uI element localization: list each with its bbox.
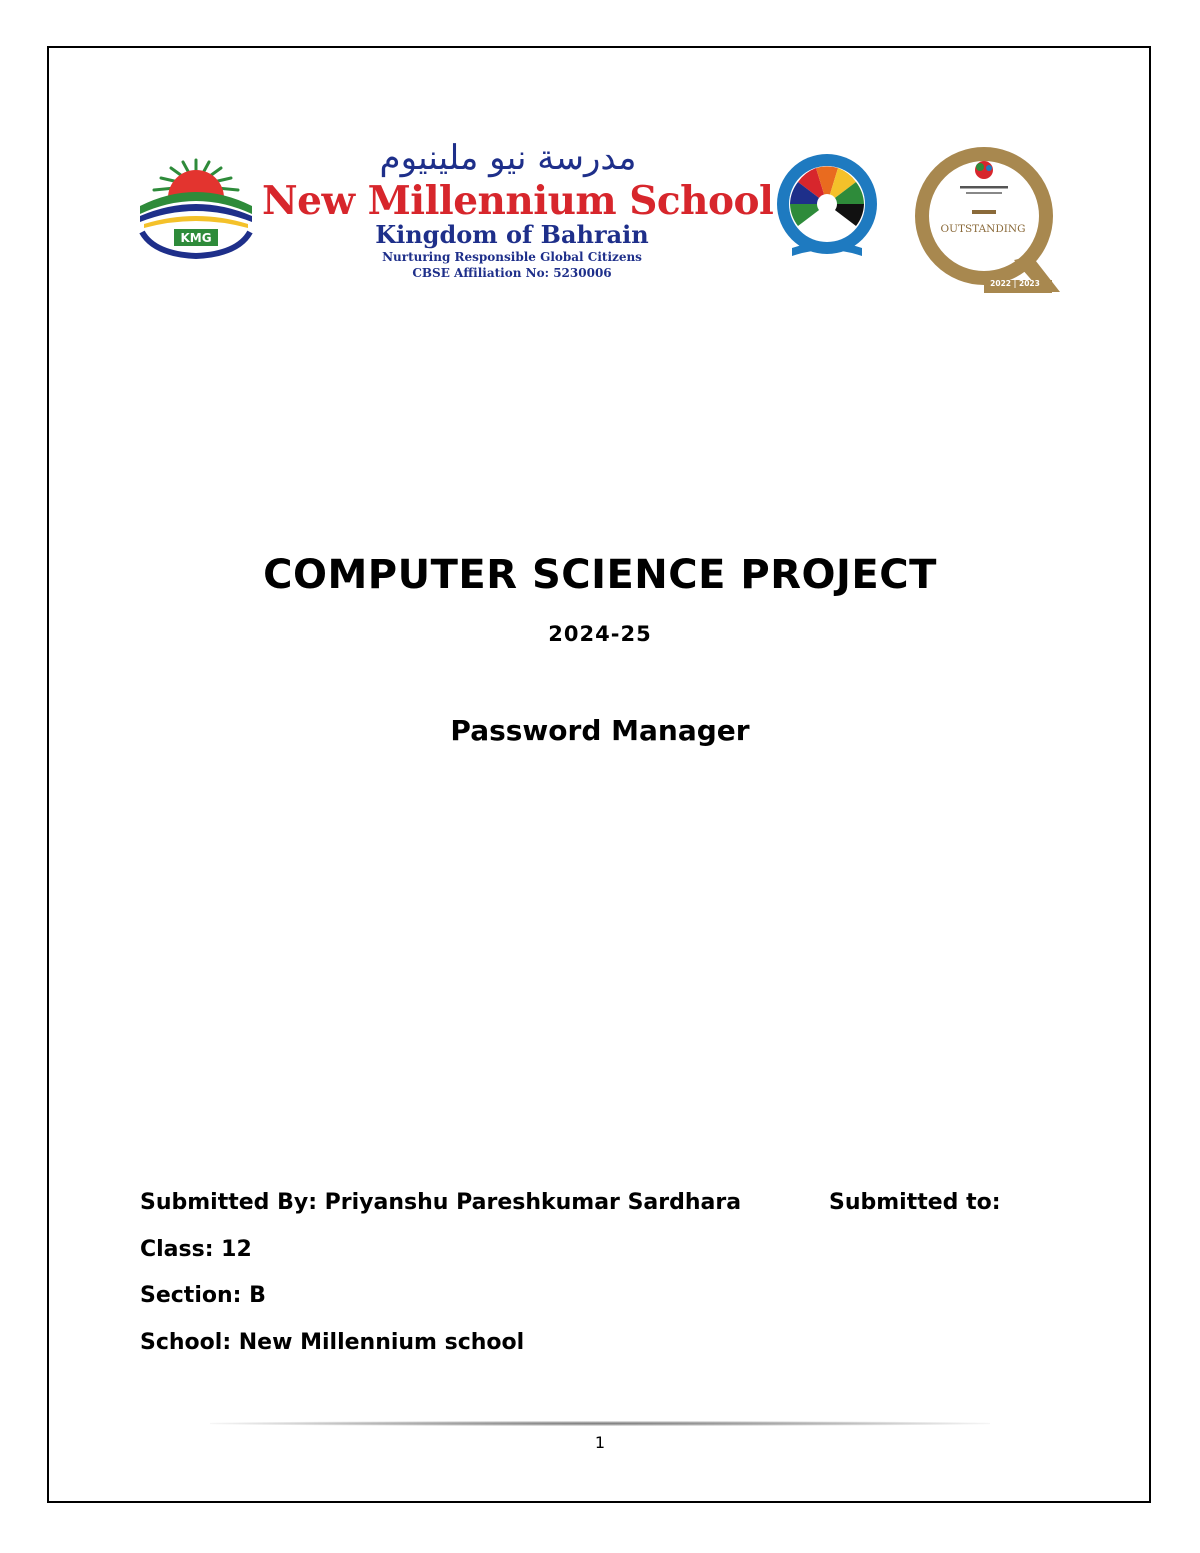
school-name-block bbox=[258, 138, 774, 288]
header bbox=[0, 0, 1200, 320]
submitted-to: Submitted to: bbox=[829, 1190, 1001, 1215]
project-name: Password Manager bbox=[450, 714, 750, 747]
footer-rule bbox=[210, 1421, 990, 1426]
section-info: Section: B bbox=[140, 1283, 266, 1308]
badge-label: OUTSTANDING bbox=[940, 223, 1026, 235]
kmg-logo bbox=[136, 156, 256, 260]
page-number: 1 bbox=[594, 1433, 606, 1452]
quality-badge bbox=[914, 140, 1062, 302]
school-tagline: Nurturing Responsible Global Citizens bbox=[382, 250, 642, 264]
quality-badge-icon bbox=[914, 140, 1062, 302]
kmg-logo-text: KMG bbox=[180, 231, 212, 245]
badge-years: 2022 | 2023 bbox=[990, 279, 1040, 288]
project-title: COMPUTER SCIENCE PROJECT bbox=[263, 552, 937, 598]
school-arabic-name: مدرسة نيو ملينيوم bbox=[379, 138, 637, 178]
school-emblem bbox=[768, 152, 886, 264]
school-location: Kingdom of Bahrain bbox=[375, 220, 649, 249]
school-affiliation: CBSE Affiliation No: 5230006 bbox=[412, 266, 612, 280]
academic-year: 2024-25 bbox=[548, 622, 652, 646]
class-info: Class: 12 bbox=[140, 1237, 252, 1262]
school-name: New Millennium School bbox=[262, 178, 774, 224]
school-info: School: New Millennium school bbox=[140, 1330, 525, 1355]
submitted-by: Submitted By: Priyanshu Pareshkumar Sardhara bbox=[140, 1190, 742, 1215]
